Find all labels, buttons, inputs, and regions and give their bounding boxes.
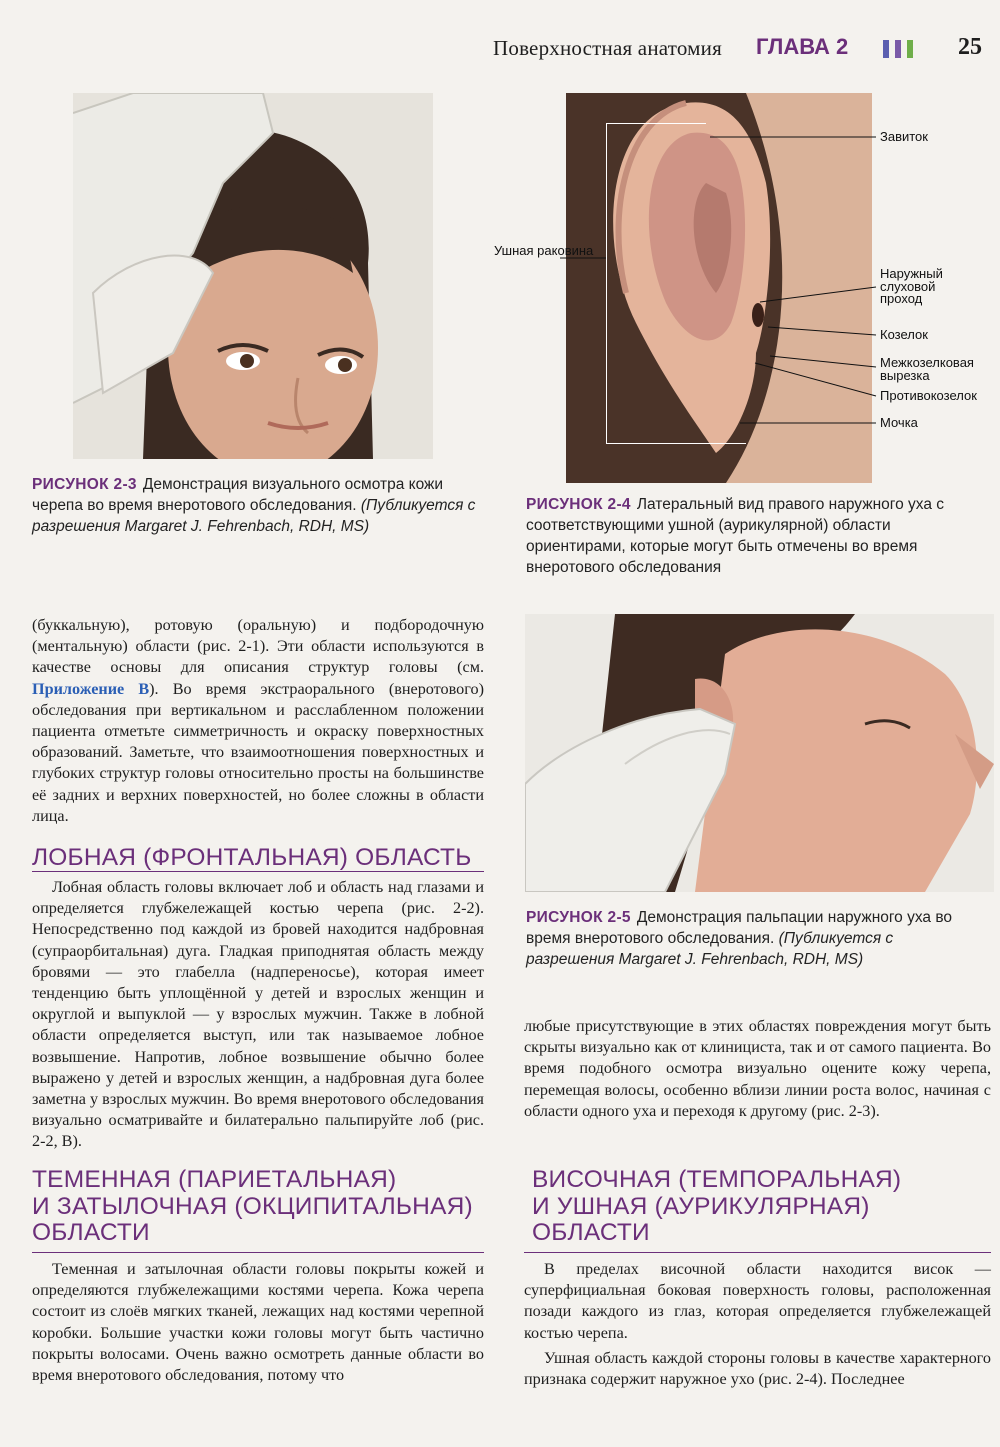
section-heading-frontal: ЛОБНАЯ (ФРОНТАЛЬНАЯ) ОБЛАСТЬ [32, 844, 472, 871]
figure-label: РИСУНОК 2-5 [526, 909, 631, 926]
paragraph: В пределах височной области находится висок — суперфициальная боковая поверхность головы, расположенная позади каждого из глаз, которая определяется глубжележащей костью черепа. [524, 1260, 991, 1342]
figure-2-5-caption [526, 907, 976, 970]
section-heading-parietal: ТЕМЕННАЯ (ПАРИЕТАЛЬНАЯ) И ЗАТЫЛОЧНАЯ (ОКЦИПИТАЛЬНАЯ) ОБЛАСТИ [32, 1166, 473, 1246]
paragraph: Теменная и затылочная области головы покрыты кожей и определяются глубжележащими костями черепа. Кожа черепа состоит из слоёв мягких тканей, лежащих над костями черепной коробки. Большие участки кожи головы могут быть частично покрыты волосами. Очень важно осмотреть данные области во время внеротового обследования, потому что [32, 1260, 484, 1385]
caption-text: Демонстрация визуального осмотра кожи черепа во время внеротового обследования. [32, 476, 444, 514]
caption-text: Демонстрация пальпации наружного уха во время внеротового обследования. [526, 909, 953, 947]
appendix-link[interactable]: Приложение В [32, 679, 150, 698]
ear-label-tragus: Козелок [880, 327, 928, 342]
figure-label: РИСУНОК 2-3 [32, 476, 137, 493]
left-column [32, 615, 484, 827]
figure-2-3-caption [32, 474, 492, 537]
section-heading-temporal: ВИСОЧНАЯ (ТЕМПОРАЛЬНАЯ) И УШНАЯ (АУРИКУЛЯРНАЯ) ОБЛАСТИ [532, 1166, 902, 1246]
running-title: Поверхностная анатомия [493, 36, 722, 60]
caption-credit: (Публикуется с разрешения Margaret J. Fehrenbach, RDH, MS) [32, 497, 476, 535]
ear-label-auricle: Ушная раковина [494, 243, 594, 258]
caption-text: Латеральный вид правого наружного уха с соответствующими ушной (аурикулярной) области ориентирами, которые могут быть отмечены во время внеротового обследования [526, 496, 945, 576]
heading-rule [524, 1252, 991, 1253]
right-column-temporal-text [524, 1259, 991, 1390]
left-column-frontal-text [32, 877, 484, 1153]
ear-label-external-meatus: Наружный слуховой проход [880, 266, 943, 306]
caption-credit: (Публикуется с разрешения Margaret J. Fehrenbach, RDH, MS) [526, 930, 894, 968]
figure-2-5-photo [525, 614, 994, 892]
paragraph: Лобная область головы включает лоб и область над глазами и определяется глубжележащей костью черепа (рис. 2-2). Непосредственно под каждой из бровей находится надбровная (супраорбитальная) дуга. Гладкая приподнятая область между бровями — это глабелла (надпереносье), которая имеет тенденцию быть уплощённой у детей и взрослых женщин и округлой и выпуклой — у взрослых мужчин. Также в лобной области определяется выступ, или так называемое лобное возвышение. Напротив, лобное возвышение обычно более выражено у детей и взрослых женщин, а надбровная дуга более заметна у взрослых мужчин. Во время внеротового обследования визуально осматривайте и билатерально пальпируйте лоб (рис. 2-2, В). [32, 878, 484, 1151]
figure-label: РИСУНОК 2-4 [526, 496, 631, 513]
right-column-top [524, 1016, 991, 1122]
ear-label-helix: Завиток [880, 129, 928, 144]
figure-2-4-caption [526, 494, 976, 578]
ear-label-intertragic-notch: Межкозелковая вырезка [880, 355, 974, 383]
paragraph: Ушная область каждой стороны головы в качестве характерного признака содержит наружное ухо (рис. 2-4). Последнее [524, 1348, 991, 1389]
ear-label-antitragus: Противокозелок [880, 388, 977, 403]
chapter-label: ГЛАВА 2 [756, 34, 849, 59]
paragraph: (буккальную), ротовую (оральную) и подбородочную (ментальную) области (рис. 2-1). Эти области используются в качестве основы для описания структур головы (см. Приложение В). Во время экстраорального (внеротового) обследования при вертикальном и расслабленном положении пациента отметьте симметричность и окраску поверхностных образований. Заметьте, что взаимоотношения поверхностных и глубоких структур головы относительно просты на большинстве её задних и верхних поверхностей, но более сложны в области лица. [32, 616, 484, 825]
page-number: 25 [958, 34, 982, 60]
paragraph: любые присутствующие в этих областях повреждения могут быть скрыты визуально как от клинициста, так и от самого пациента. Во время подобного осмотра визуально оцените кожу черепа, перемещая волосы, особенно вблизи линии роста волос, начиная с области одного уха и переходя к другому (рис. 2-3). [524, 1017, 991, 1120]
heading-rule [32, 871, 484, 872]
left-column-parietal-text [32, 1259, 484, 1386]
ear-label-lobule: Мочка [880, 415, 918, 430]
heading-rule [32, 1252, 484, 1253]
